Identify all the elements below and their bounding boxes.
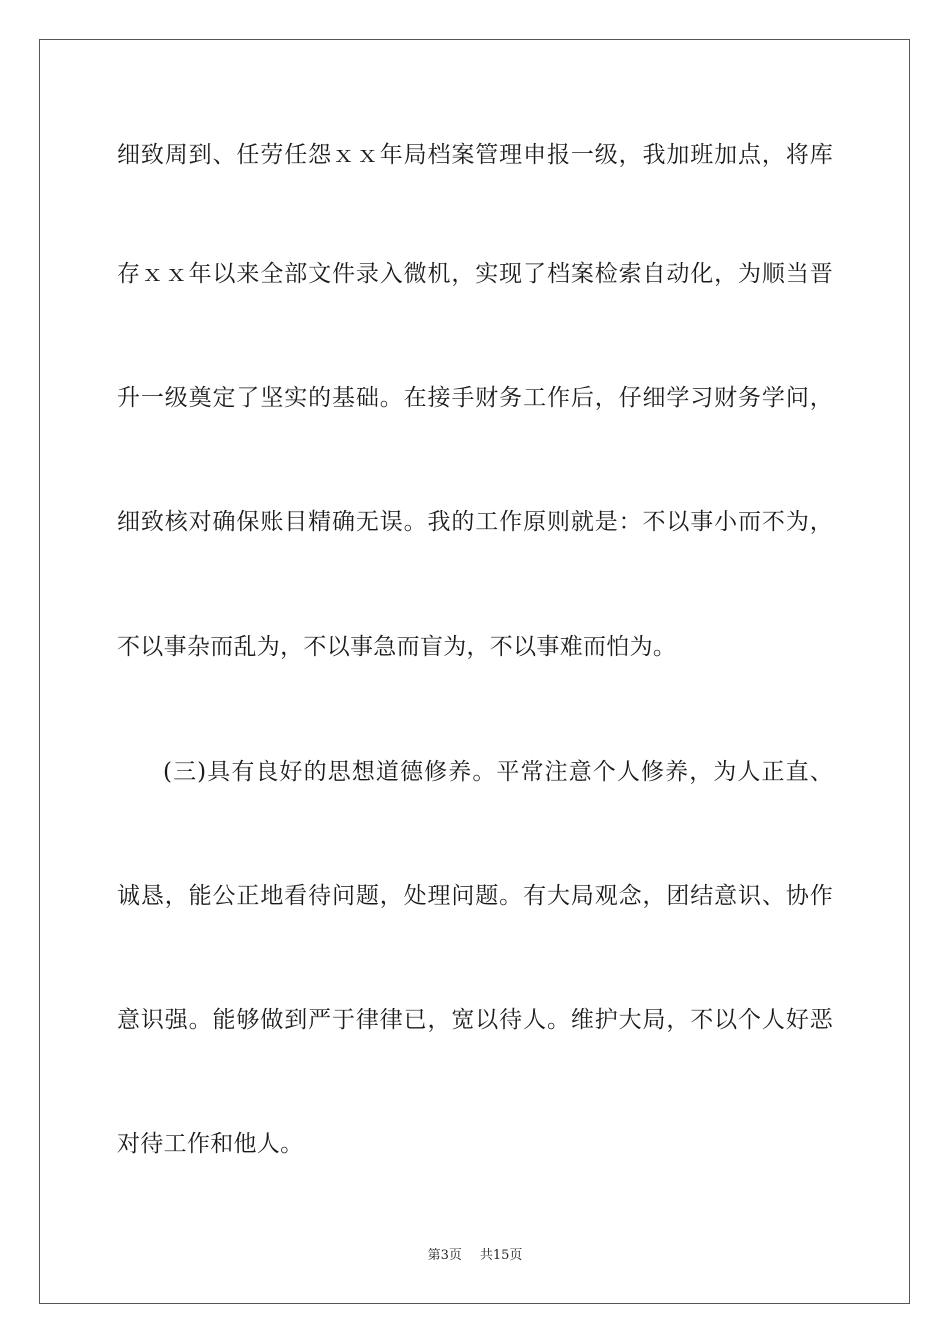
paragraph-line: 存ｘｘ年以来全部文件录入微机，实现了档案检索自动化，为顺当晋 — [117, 261, 833, 287]
paragraph-line: 诚恳，能公正地看待问题，处理问题。有大局观念，团结意识、协作 — [117, 883, 833, 909]
paragraph-line: 不以事杂而乱为，不以事急而盲为，不以事难而怕为。 — [117, 634, 677, 660]
paragraph-line: 细致周到、任劳任怨ｘｘ年局档案管理申报一级，我加班加点，将库 — [117, 142, 833, 168]
page-footer — [0, 1247, 950, 1265]
page-number: 第3页 — [427, 1248, 462, 1263]
page-total: 共15页 — [479, 1248, 523, 1263]
paragraph-line: 升一级奠定了坚实的基础。在接手财务工作后，仔细学习财务学问， — [117, 385, 833, 411]
paragraph-line: 细致核对确保账目精确无误。我的工作原则就是：不以事小而不为， — [117, 509, 833, 535]
paragraph-line: 意识强。能够做到严于律律已，宽以待人。维护大局，不以个人好恶 — [117, 1007, 833, 1033]
paragraph-line: (三)具有良好的思想道德修养。平常注意个人修养，为人正直、 — [163, 759, 833, 785]
page-border — [39, 39, 910, 1304]
paragraph-line: 对待工作和他人。 — [117, 1131, 304, 1157]
